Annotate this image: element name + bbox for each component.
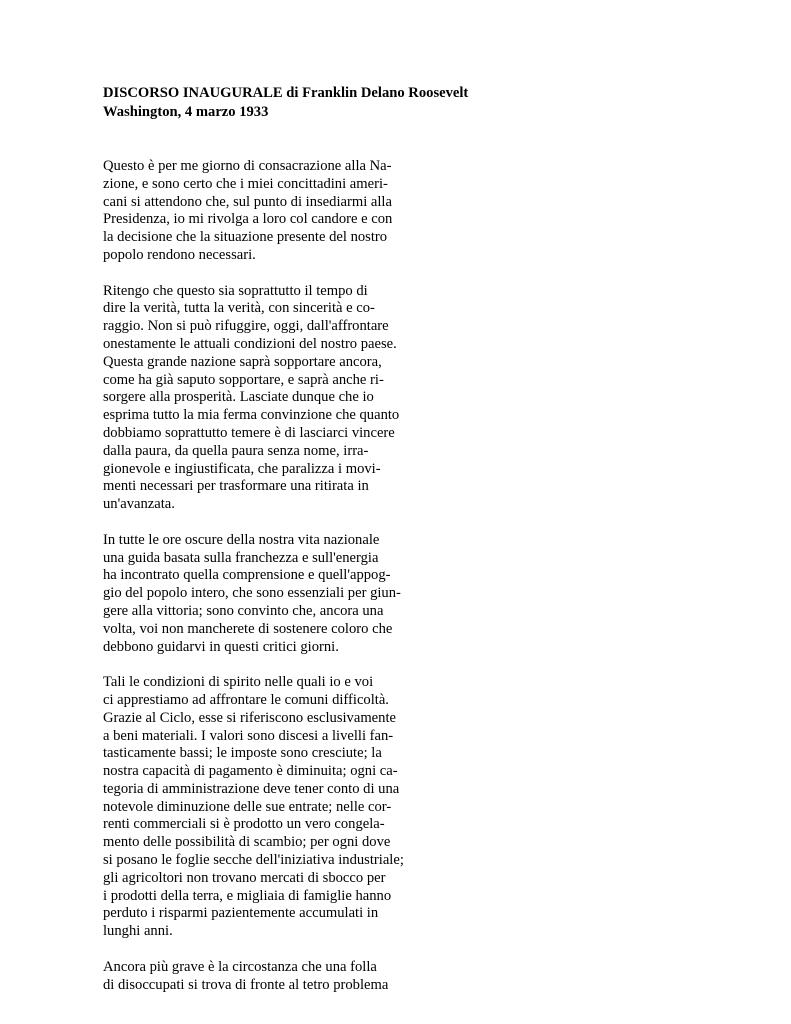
text-line: tasticamente bassi; le imposte sono cresciute; la	[103, 745, 382, 762]
text-line: i prodotti della terra, e migliaia di famiglie hanno	[103, 887, 392, 904]
text-line: Questa grande nazione saprà sopportare ancora,	[103, 353, 382, 370]
text-line: raggio. Non si può rifuggire, oggi, dall'affrontare	[103, 318, 389, 335]
text-line: tegoria di amministrazione deve tener conto di una	[103, 780, 400, 797]
text-line: mento delle possibilità di scambio; per ogni dove	[103, 834, 391, 851]
paragraph-5	[103, 959, 423, 995]
text-line: renti commerciali si è prodotto un vero congela-	[103, 816, 385, 833]
text-line: menti necessari per trasformare una ritirata in	[103, 478, 369, 495]
paragraph-4	[103, 674, 423, 941]
text-line: a beni materiali. I valori sono discesi a livelli fan-	[103, 727, 394, 744]
text-line: zione, e sono certo che i miei concittadini ameri-	[103, 175, 388, 192]
text-line: dalla paura, da quella paura senza nome, irra-	[103, 442, 369, 459]
text-line: nostra capacità di pagamento è diminuita; ogni ca-	[103, 763, 398, 780]
text-line: un'avanzata.	[103, 496, 175, 513]
text-line: Ancora più grave è la circostanza che una folla	[103, 958, 377, 975]
text-line: popolo rendono necessari.	[103, 246, 256, 263]
text-line: lunghi anni.	[103, 923, 173, 940]
text-line: una guida basata sulla franchezza e sull'energia	[103, 549, 379, 566]
text-line: di disoccupati si trova di fronte al tetro problema	[103, 976, 389, 993]
text-line: Tali le condizioni di spirito nelle quali io e voi	[103, 674, 374, 691]
text-line: cani si attendono che, sul punto di insediarmi alla	[103, 193, 392, 210]
subtitle-line: Washington, 4 marzo 1933	[103, 104, 269, 120]
text-line: perduto i risparmi pazientemente accumulati in	[103, 905, 379, 922]
text-line: esprima tutto la mia ferma convinzione che quanto	[103, 407, 400, 424]
text-line: gli agricoltori non trovano mercati di sbocco per	[103, 869, 386, 886]
text-line: gere alla vittoria; sono convinto che, ancora una	[103, 602, 384, 619]
text-line: sorgere alla prosperità. Lasciate dunque che io	[103, 389, 374, 406]
text-line: debbono guidarvi in questi critici giorni.	[103, 638, 339, 655]
text-line: ci apprestiamo ad affrontare le comuni difficoltà.	[103, 691, 389, 708]
text-line: notevole diminuzione delle sue entrate; nelle cor-	[103, 798, 392, 815]
document-page	[103, 84, 469, 1012]
text-line: dobbiamo soprattutto temere è di lasciarci vincere	[103, 424, 395, 441]
title-line: DISCORSO INAUGURALE di Franklin Delano Roosevelt	[103, 85, 469, 101]
text-line: ha incontrato quella comprensione e quell'appog-	[103, 567, 391, 584]
text-line: onestamente le attuali condizioni del nostro paese.	[103, 335, 397, 352]
text-line: dire la verità, tutta la verità, con sincerità e co-	[103, 300, 375, 317]
text-line: Ritengo che questo sia soprattutto il tempo di	[103, 282, 368, 299]
document-body	[103, 158, 423, 994]
text-line: Questo è per me giorno di consacrazione alla Na-	[103, 158, 392, 174]
text-line: si posano le foglie secche dell'iniziativa industriale;	[103, 852, 404, 869]
paragraph-1	[103, 158, 423, 265]
text-line: Presidenza, io mi rivolga a loro col candore e con	[103, 211, 393, 228]
text-line: volta, voi non mancherete di sostenere coloro che	[103, 620, 393, 637]
document-title	[103, 84, 469, 122]
paragraph-2	[103, 283, 423, 514]
text-line: gio del popolo intero, che sono essenziali per giun-	[103, 585, 401, 602]
paragraph-3	[103, 532, 423, 657]
text-line: Grazie al Ciclo, esse si riferiscono esclusivamente	[103, 709, 396, 726]
text-line: In tutte le ore oscure della nostra vita nazionale	[103, 531, 380, 548]
text-line: gionevole e ingiustificata, che paralizza i movi-	[103, 460, 381, 477]
text-line: come ha già saputo sopportare, e saprà anche ri-	[103, 371, 384, 388]
text-line: la decisione che la situazione presente del nostro	[103, 229, 388, 246]
